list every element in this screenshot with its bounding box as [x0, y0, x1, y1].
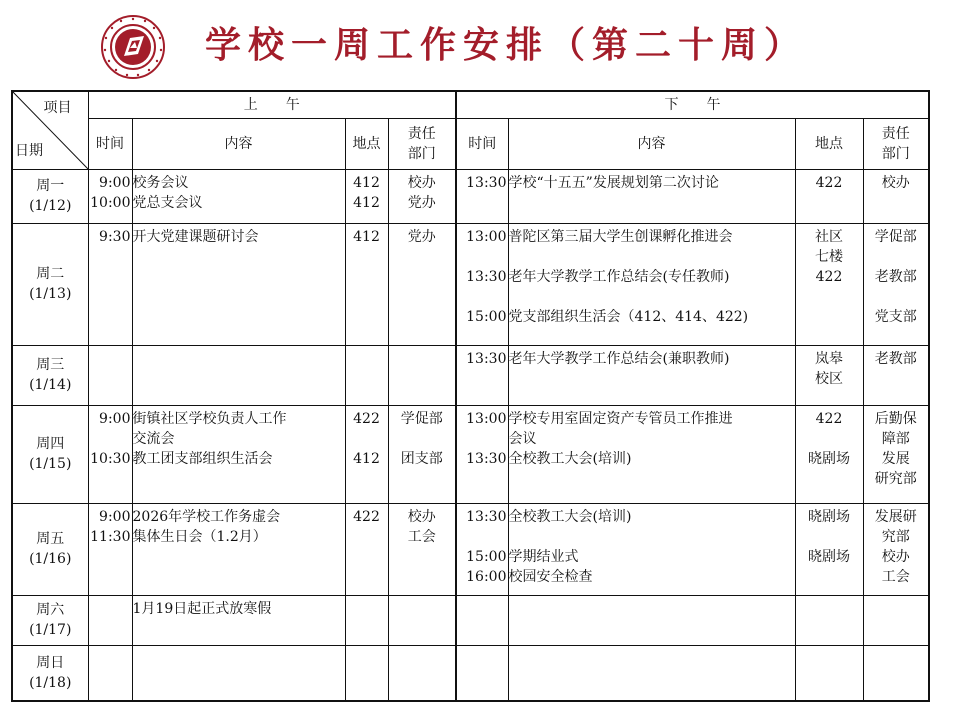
- pm-place-cell: 422 晓剧场: [795, 405, 863, 503]
- day-row-thu: [12, 405, 929, 503]
- am-content-cell: [132, 345, 345, 405]
- am-content-cell: [132, 645, 345, 701]
- pm-content-cell: [508, 645, 795, 701]
- am-dept-cell: 校办 党办: [388, 169, 456, 223]
- day-row-sun: [12, 645, 929, 701]
- am-time-cell: [88, 645, 132, 701]
- pm-time-cell: [456, 595, 508, 645]
- corner-item-label: 项目: [43, 100, 72, 116]
- university-seal-icon: [100, 14, 166, 80]
- pm-dept-cell: 发展研 究部 校办 工会: [863, 503, 929, 595]
- pm-col-time: 时间: [456, 118, 508, 169]
- am-time-cell: 9:00 11:30: [88, 503, 132, 595]
- pm-time-cell: [456, 645, 508, 701]
- pm-content-cell: 学校“十五五”发展规划第二次讨论: [508, 169, 795, 223]
- day-row-tue: [12, 223, 929, 345]
- am-place-cell: [345, 645, 388, 701]
- pm-time-cell: 13:30 15:00 16:00: [456, 503, 508, 595]
- am-time-cell: [88, 595, 132, 645]
- pm-time-cell: 13:30: [456, 345, 508, 405]
- pm-time-cell: 13:00 13:30: [456, 405, 508, 503]
- morning-header: 上 午: [88, 91, 456, 118]
- day-label: 周日 (1/18): [12, 645, 88, 701]
- schedule-table: [11, 90, 930, 702]
- pm-place-cell: [795, 645, 863, 701]
- pm-col-dept: 责任 部门: [863, 118, 929, 169]
- day-label: 周二 (1/13): [12, 223, 88, 345]
- pm-content-cell: 学校专用室固定资产专管员工作推进 会议 全校教工大会(培训): [508, 405, 795, 503]
- day-row-sat: [12, 595, 929, 645]
- pm-place-cell: 岚皋 校区: [795, 345, 863, 405]
- pm-time-cell: 13:00 13:30 15:00: [456, 223, 508, 345]
- am-col-dept: 责任 部门: [388, 118, 456, 169]
- pm-col-content: 内容: [508, 118, 795, 169]
- day-label: 周六 (1/17): [12, 595, 88, 645]
- am-place-cell: 412: [345, 223, 388, 345]
- pm-dept-cell: [863, 595, 929, 645]
- am-dept-cell: [388, 595, 456, 645]
- day-label: 周四 (1/15): [12, 405, 88, 503]
- am-content-cell: 1月19日起正式放寒假: [132, 595, 345, 645]
- am-content-cell: 校务会议 党总支会议: [132, 169, 345, 223]
- am-content-cell: 2026年学校工作务虚会 集体生日会（1.2月）: [132, 503, 345, 595]
- am-col-time: 时间: [88, 118, 132, 169]
- day-row-mon: [12, 169, 929, 223]
- afternoon-header: 下 午: [456, 91, 929, 118]
- pm-content-cell: 普陀区第三届大学生创课孵化推进会 老年大学教学工作总结会(专任教师) 党支部组织生活会（412、414、422): [508, 223, 795, 345]
- am-time-cell: 9:30: [88, 223, 132, 345]
- pm-content-cell: [508, 595, 795, 645]
- pm-dept-cell: [863, 645, 929, 701]
- pm-time-cell: 13:30: [456, 169, 508, 223]
- day-label: 周五 (1/16): [12, 503, 88, 595]
- pm-place-cell: 422: [795, 169, 863, 223]
- am-dept-cell: [388, 645, 456, 701]
- pm-content-cell: 全校教工大会(培训) 学期结业式 校园安全检查: [508, 503, 795, 595]
- am-place-cell: 422 412: [345, 405, 388, 503]
- day-label: 周一 (1/12): [12, 169, 88, 223]
- am-time-cell: [88, 345, 132, 405]
- pm-dept-cell: 后勤保 障部 发展 研究部: [863, 405, 929, 503]
- pm-content-cell: 老年大学教学工作总结会(兼职教师): [508, 345, 795, 405]
- corner-date-label: 日期: [15, 142, 43, 159]
- am-dept-cell: 校办 工会: [388, 503, 456, 595]
- pm-dept-cell: 老教部: [863, 345, 929, 405]
- pm-place-cell: 晓剧场 晓剧场: [795, 503, 863, 595]
- page-title: 学校一周工作安排（第二十周）: [205, 24, 808, 66]
- pm-dept-cell: 学促部 老教部 党支部: [863, 223, 929, 345]
- pm-place-cell: 社区 七楼 422: [795, 223, 863, 345]
- day-label: 周三 (1/14): [12, 345, 88, 405]
- am-col-content: 内容: [132, 118, 345, 169]
- am-content-cell: 开大党建课题研讨会: [132, 223, 345, 345]
- am-place-cell: [345, 345, 388, 405]
- am-place-cell: 422: [345, 503, 388, 595]
- am-place-cell: [345, 595, 388, 645]
- day-row-fri: [12, 503, 929, 595]
- am-col-place: 地点: [345, 118, 388, 169]
- day-row-wed: [12, 345, 929, 405]
- pm-dept-cell: 校办: [863, 169, 929, 223]
- am-time-cell: 9:00 10:00: [88, 169, 132, 223]
- am-place-cell: 412 412: [345, 169, 388, 223]
- am-time-cell: 9:00 10:30: [88, 405, 132, 503]
- am-dept-cell: 学促部 团支部: [388, 405, 456, 503]
- am-content-cell: 街镇社区学校负责人工作 交流会 教工团支部组织生活会: [132, 405, 345, 503]
- pm-place-cell: [795, 595, 863, 645]
- pm-col-place: 地点: [795, 118, 863, 169]
- am-dept-cell: 党办: [388, 223, 456, 345]
- header-corner: [12, 91, 88, 169]
- am-dept-cell: [388, 345, 456, 405]
- university-logo: [100, 14, 166, 80]
